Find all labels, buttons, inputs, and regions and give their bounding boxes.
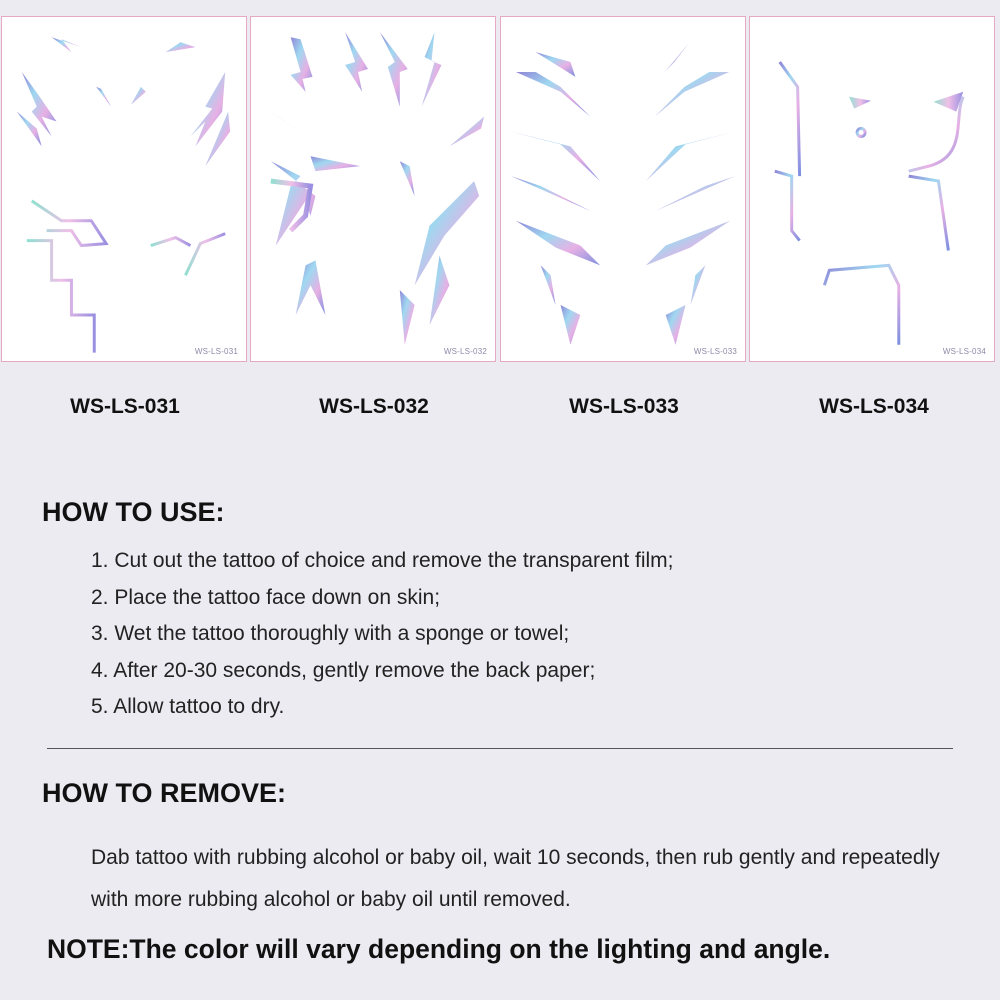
how-to-remove-heading: HOW TO REMOVE: xyxy=(42,778,287,808)
tattoo-sheet-2[interactable] xyxy=(250,16,496,362)
tattoo-design-3 xyxy=(501,17,745,361)
sheet-code-label: WS-LS-034 xyxy=(942,347,986,356)
tattoo-design-1 xyxy=(2,17,246,361)
step-item: 4. After 20-30 seconds, gently remove the back paper; xyxy=(91,658,596,682)
step-item: 1. Cut out the tattoo of choice and remove the transparent film; xyxy=(91,549,674,572)
step-item: 5. Allow tattoo to dry. xyxy=(91,695,285,718)
how-to-use-steps xyxy=(91,547,674,730)
tattoo-sheet-4[interactable] xyxy=(749,16,995,362)
section-divider xyxy=(47,748,953,749)
step-item: 3. Wet the tattoo thoroughly with a sponge or towel; xyxy=(91,622,570,645)
how-to-use-heading: HOW TO USE: xyxy=(42,497,225,527)
how-to-remove-text: Dab tattoo with rubbing alcohol or baby oil, wait 10 seconds, then rub gently and repeatedly with more rubbing alcohol or baby oil until removed. xyxy=(91,846,940,911)
product-code-caption: WS-LS-034 xyxy=(819,395,929,418)
sheet-code-label: WS-LS-033 xyxy=(693,347,737,356)
sheet-code-label: WS-LS-031 xyxy=(194,347,238,356)
step-item: 2. Place the tattoo face down on skin; xyxy=(91,585,441,609)
product-code-caption: WS-LS-031 xyxy=(70,395,180,418)
tattoo-sheet-1[interactable] xyxy=(1,16,247,362)
tattoo-design-4 xyxy=(750,17,994,361)
sheet-code-label: WS-LS-032 xyxy=(443,347,487,356)
tattoo-design-2 xyxy=(251,17,495,361)
tattoo-sheet-3[interactable] xyxy=(500,16,746,362)
color-note: NOTE:The color will vary depending on the lighting and angle. xyxy=(47,934,831,964)
product-code-caption: WS-LS-032 xyxy=(319,395,429,418)
product-code-caption: WS-LS-033 xyxy=(569,395,679,418)
